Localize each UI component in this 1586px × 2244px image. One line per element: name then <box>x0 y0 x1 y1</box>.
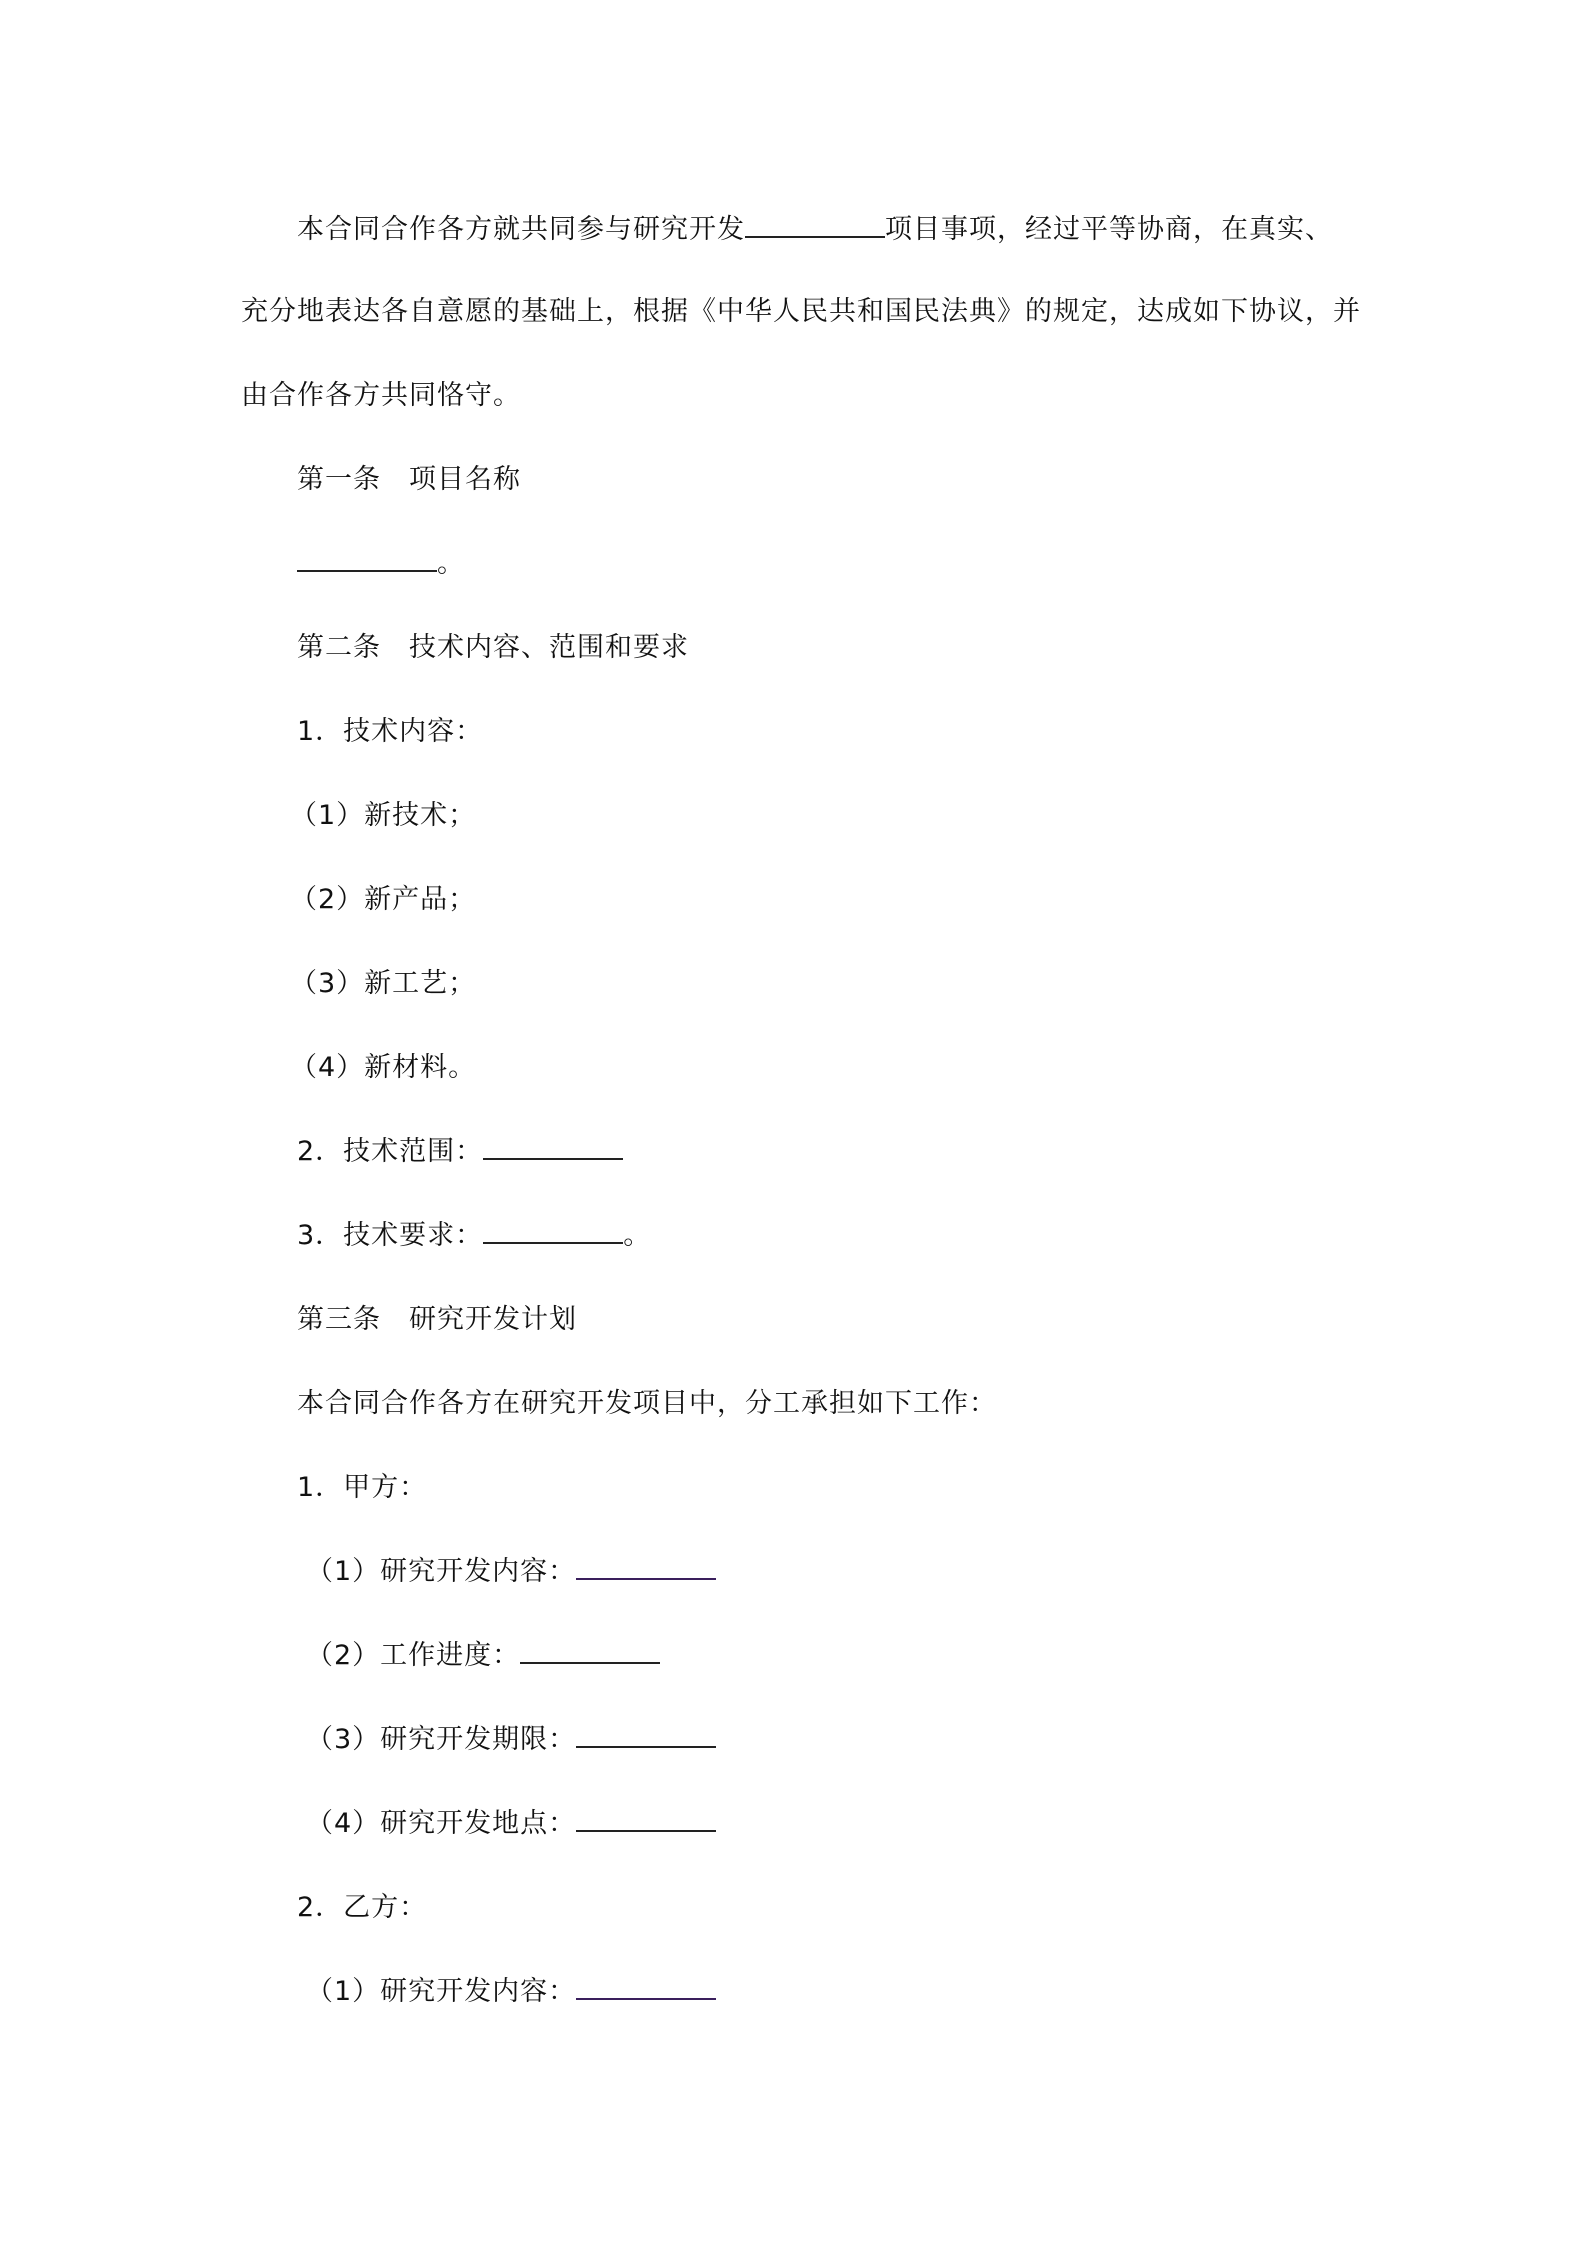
article-2-title: 技术内容、范围和要求 <box>409 632 689 663</box>
tech-scope-blank <box>483 1136 623 1160</box>
party-a-label: 1．甲方： <box>297 1472 428 1503</box>
article-2-number: 第二条 <box>297 632 381 663</box>
party-a-location-label: （4）研究开发地点： <box>306 1808 577 1839</box>
article-3-number: 第三条 <box>297 1304 381 1335</box>
party-a-content-label: （1）研究开发内容： <box>306 1556 577 1587</box>
party-a-period-label: （3）研究开发期限： <box>306 1724 577 1755</box>
party-a-progress-label: （2）工作进度： <box>306 1640 521 1671</box>
tech-content-item-2: （2）新产品； <box>290 884 477 915</box>
party-a-progress-blank <box>520 1640 660 1664</box>
project-name-blank <box>297 548 437 572</box>
tech-scope-label: 2．技术范围： <box>297 1136 484 1167</box>
tech-content-item-4: （4）新材料。 <box>290 1052 477 1083</box>
article-2-heading <box>297 628 689 668</box>
tech-requirements-end: 。 <box>623 1220 652 1251</box>
article-1-heading <box>297 460 521 500</box>
party-b-item-1 <box>306 1972 716 2012</box>
project-blank <box>745 214 885 238</box>
party-a-period-blank <box>576 1724 716 1748</box>
party-b-content-blank <box>576 1976 716 2000</box>
division-lead: 本合同合作各方在研究开发项目中，分工承担如下工作： <box>297 1388 997 1419</box>
article-1-number: 第一条 <box>297 464 381 495</box>
article-3-title: 研究开发计划 <box>409 1304 577 1335</box>
tech-requirements-label: 3．技术要求： <box>297 1220 484 1251</box>
project-name-end: 。 <box>437 548 465 579</box>
article-1-title: 项目名称 <box>409 464 521 495</box>
intro-line-2: 充分地表达各自意愿的基础上，根据《中华人民共和国民法典》的规定，达成如下协议，并 <box>241 296 1361 327</box>
tech-content-item-3: （3）新工艺； <box>290 968 477 999</box>
party-a-item-2 <box>306 1636 660 1676</box>
party-a-item-1 <box>306 1552 716 1592</box>
party-b-label: 2．乙方： <box>297 1892 428 1923</box>
tech-content-label: 1．技术内容： <box>297 716 484 747</box>
tech-requirements-blank <box>483 1220 623 1244</box>
intro-line-1 <box>297 210 1333 250</box>
party-b-content-label: （1）研究开发内容： <box>306 1976 577 2007</box>
tech-scope-line <box>297 1132 623 1172</box>
intro-line-3: 由合作各方共同恪守。 <box>241 380 521 411</box>
tech-requirements-line <box>297 1216 651 1256</box>
article-3-heading <box>297 1300 577 1340</box>
party-a-item-4 <box>306 1804 716 1844</box>
party-a-location-blank <box>576 1808 716 1832</box>
party-a-item-3 <box>306 1720 716 1760</box>
tech-content-item-1: （1）新技术； <box>290 800 477 831</box>
intro-text-1a: 本合同合作各方就共同参与研究开发 <box>297 214 745 245</box>
party-a-content-blank <box>576 1556 716 1580</box>
project-name-line <box>297 544 465 584</box>
intro-text-1b: 项目事项，经过平等协商，在真实、 <box>885 214 1333 245</box>
